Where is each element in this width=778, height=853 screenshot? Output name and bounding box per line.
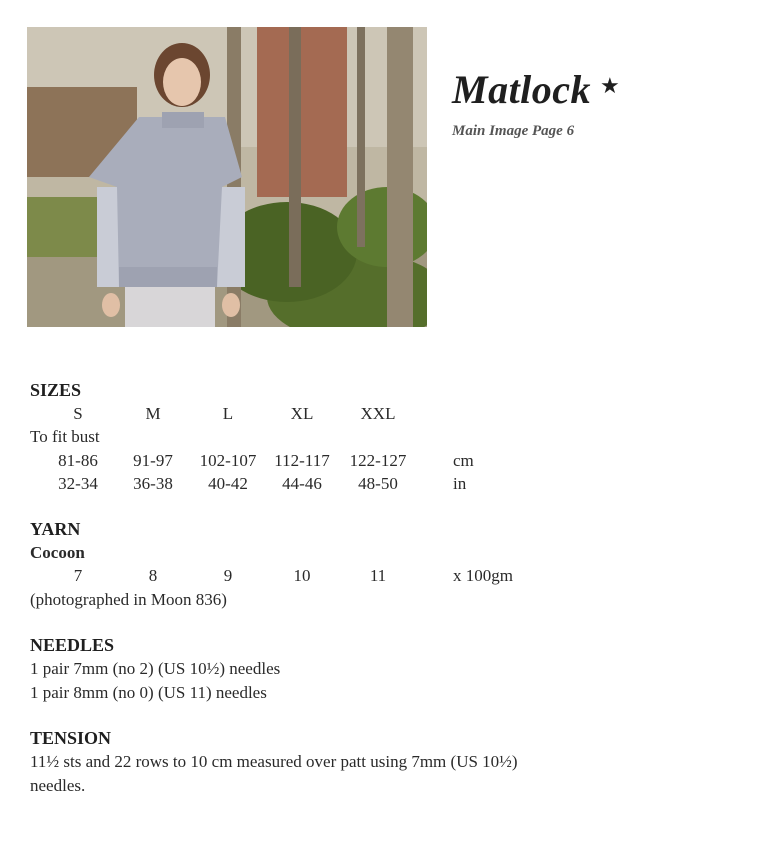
bust-cm-value: 102-107 xyxy=(199,451,257,470)
star-icon: ★ xyxy=(600,73,620,98)
model-photo xyxy=(27,27,427,327)
bust-cm-value: 81-86 xyxy=(58,451,98,470)
bust-cm-value: 91-97 xyxy=(133,451,173,470)
tension-line: 11½ sts and 22 rows to 10 cm measured over patt using 7mm (US 10½) xyxy=(30,752,518,771)
image-reference: Main Image Page 6 xyxy=(452,123,575,139)
cm-unit: cm xyxy=(453,451,474,470)
bust-cm-value: 112-117 xyxy=(274,451,330,470)
bust-in-value: 32-34 xyxy=(58,474,98,493)
yarn-unit: x 100gm xyxy=(453,566,513,585)
size-label: L xyxy=(222,404,234,423)
yarn-quantity: 10 xyxy=(293,566,311,585)
yarn-name: Cocoon xyxy=(30,543,85,562)
needles-heading: NEEDLES xyxy=(30,635,115,655)
yarn-quantity: 9 xyxy=(223,566,233,585)
sizes-heading: SIZES xyxy=(30,380,82,400)
size-label: XL xyxy=(290,404,314,423)
tension-heading: TENSION xyxy=(30,728,112,748)
yarn-quantity: 11 xyxy=(369,566,387,585)
fit-bust-label: To fit bust xyxy=(30,427,100,446)
tension-line: needles. xyxy=(30,776,86,795)
yarn-note: (photographed in Moon 836) xyxy=(30,590,227,609)
in-unit: in xyxy=(453,474,467,493)
page-title: Matlock xyxy=(452,67,592,112)
size-label: S xyxy=(73,404,83,423)
yarn-quantity: 8 xyxy=(148,566,158,585)
size-label: M xyxy=(145,404,161,423)
bust-cm-value: 122-127 xyxy=(349,451,407,470)
needle-line: 1 pair 8mm (no 0) (US 11) needles xyxy=(30,683,267,702)
bust-in-value: 40-42 xyxy=(208,474,248,493)
yarn-quantity: 7 xyxy=(73,566,83,585)
yarn-heading: YARN xyxy=(30,519,81,539)
bust-in-value: 48-50 xyxy=(358,474,398,493)
model-photo-illustration xyxy=(27,27,427,327)
bust-in-value: 44-46 xyxy=(282,474,322,493)
size-label: XXL xyxy=(360,404,396,423)
needle-line: 1 pair 7mm (no 2) (US 10½) needles xyxy=(30,659,281,678)
bust-in-value: 36-38 xyxy=(133,474,173,493)
